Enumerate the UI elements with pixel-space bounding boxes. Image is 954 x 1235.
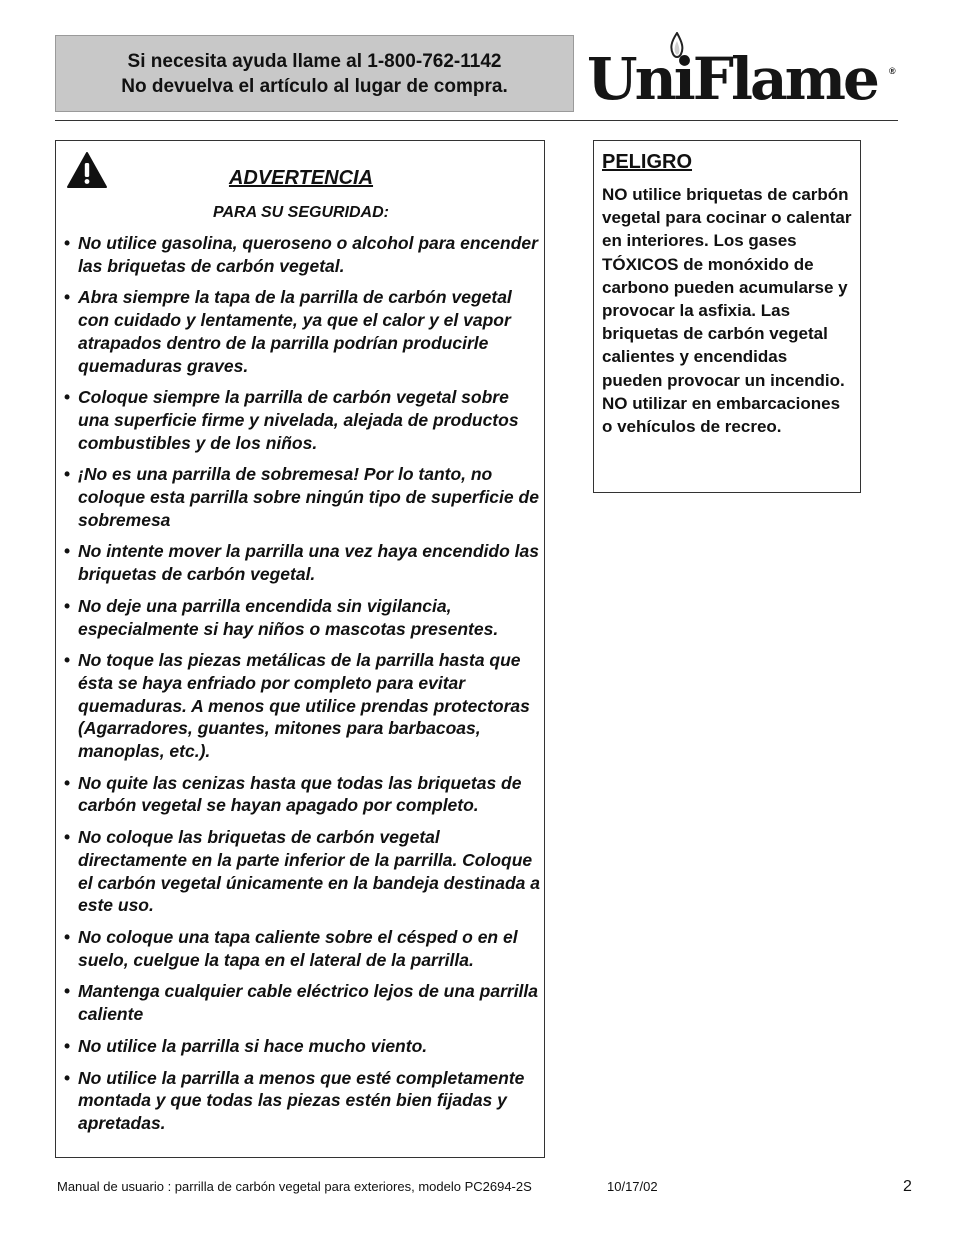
- danger-box: [593, 140, 861, 493]
- warning-box: [55, 140, 545, 1158]
- footer-manual-title: Manual de usuario : parrilla de carbón vegetal para exteriores, modelo PC2694-2S: [57, 1179, 532, 1194]
- warning-item-text: No utilice la parrilla a menos que esté completamente montada y que todas las piezas estén bien fijadas y apretadas.: [78, 1067, 525, 1133]
- bullet: •: [64, 772, 71, 793]
- warning-item-text: No intente mover la parrilla una vez haya encendido las briquetas de carbón vegetal.: [78, 541, 539, 585]
- warning-item: [64, 772, 544, 817]
- uniflame-logo: [587, 32, 897, 112]
- danger-text: NO utilice briquetas de carbón vegetal para cocinar o calentar en interiores. Los gases TÓXICOS de monóxido de carbono pueden acumularse y provocar la asfixia. Las briquetas de carbón vegetal calientes y encendidas pueden provocar un incendio. NO utilizar en embarcaciones o vehículos de recreo.: [602, 185, 852, 437]
- bullet: •: [64, 926, 71, 947]
- warning-item-text: Mantenga cualquier cable eléctrico lejos de una parrilla caliente: [78, 981, 539, 1025]
- warning-list: [64, 232, 544, 1144]
- bullet: •: [64, 650, 71, 671]
- warning-item-text: Abra siempre la tapa de la parrilla de carbón vegetal con cuidado y lentamente, ya que el calor y el vapor atrapados dentro de la parrilla podrían producirle quemaduras graves.: [78, 287, 512, 376]
- warning-item-text: No toque las piezas metálicas de la parrilla hasta que ésta se haya enfriado por completo para evitar quemaduras. A menos que utilice prendas protectoras (Agarradores, guantes, mitones para barbacoas, manoplas, etc.).: [78, 650, 530, 762]
- bullet: •: [64, 387, 71, 408]
- warning-title: ADVERTENCIA: [228, 167, 374, 189]
- warning-item: [64, 926, 544, 971]
- warning-item-text: ¡No es una parrilla de sobremesa! Por lo tanto, no coloque esta parrilla sobre ningún tipo de superficie de sobremesa: [78, 464, 539, 530]
- warning-item: [64, 1067, 544, 1135]
- warning-item-text: No coloque las briquetas de carbón vegetal directamente en la parte inferior de la parrilla. Coloque el carbón vegetal únicamente en la bandeja destinada a este uso.: [78, 827, 540, 916]
- bullet: •: [64, 1067, 71, 1088]
- help-phone-line: Si necesita ayuda llame al 1-800-762-1142: [127, 50, 502, 72]
- warning-item: [64, 540, 544, 585]
- warning-item: [64, 386, 544, 454]
- warning-item: [64, 1035, 544, 1058]
- bullet: •: [64, 1035, 71, 1056]
- warning-item: [64, 232, 544, 277]
- warning-item-text: No utilice gasolina, queroseno o alcohol para encender las briquetas de carbón vegetal.: [78, 233, 538, 276]
- bullet: •: [64, 464, 71, 485]
- bullet: •: [64, 233, 71, 253]
- help-return-line: No devuelva el artículo al lugar de compra.: [121, 75, 508, 97]
- help-banner: [55, 35, 574, 112]
- bullet: •: [64, 981, 71, 1002]
- warning-item: [64, 980, 544, 1025]
- logo-wordmark: UniFlame: [587, 45, 877, 113]
- bullet: •: [64, 541, 71, 562]
- warning-item: [64, 649, 544, 763]
- page-number: 2: [903, 1178, 912, 1195]
- warning-subtitle: PARA SU SEGURIDAD:: [212, 204, 389, 221]
- warning-item-text: Coloque siempre la parrilla de carbón vegetal sobre una superficie firme y nivelada, alejada de productos combustibles y de los niños.: [78, 387, 519, 453]
- warning-item-text: No coloque una tapa caliente sobre el césped o en el suelo, cuelgue la tapa en el lateral de la parrilla.: [78, 926, 518, 970]
- warning-item-text: No deje una parrilla encendida sin vigilancia, especialmente si hay niños o mascotas presentes.: [78, 595, 499, 639]
- danger-title: PELIGRO: [602, 151, 693, 173]
- warning-item: [64, 286, 544, 377]
- footer-date: 10/17/02: [607, 1179, 658, 1194]
- warning-item: [64, 826, 544, 917]
- warning-item-text: No utilice la parrilla si hace mucho viento.: [78, 1035, 428, 1056]
- warning-item: [64, 463, 544, 531]
- header-divider: [55, 120, 898, 121]
- bullet: •: [64, 287, 71, 308]
- registered-mark: ®: [889, 66, 896, 76]
- bullet: •: [64, 827, 71, 848]
- warning-item-text: No quite las cenizas hasta que todas las briquetas de carbón vegetal se hayan apagado por completo.: [78, 772, 522, 816]
- bullet: •: [64, 595, 71, 616]
- warning-item: [64, 595, 544, 640]
